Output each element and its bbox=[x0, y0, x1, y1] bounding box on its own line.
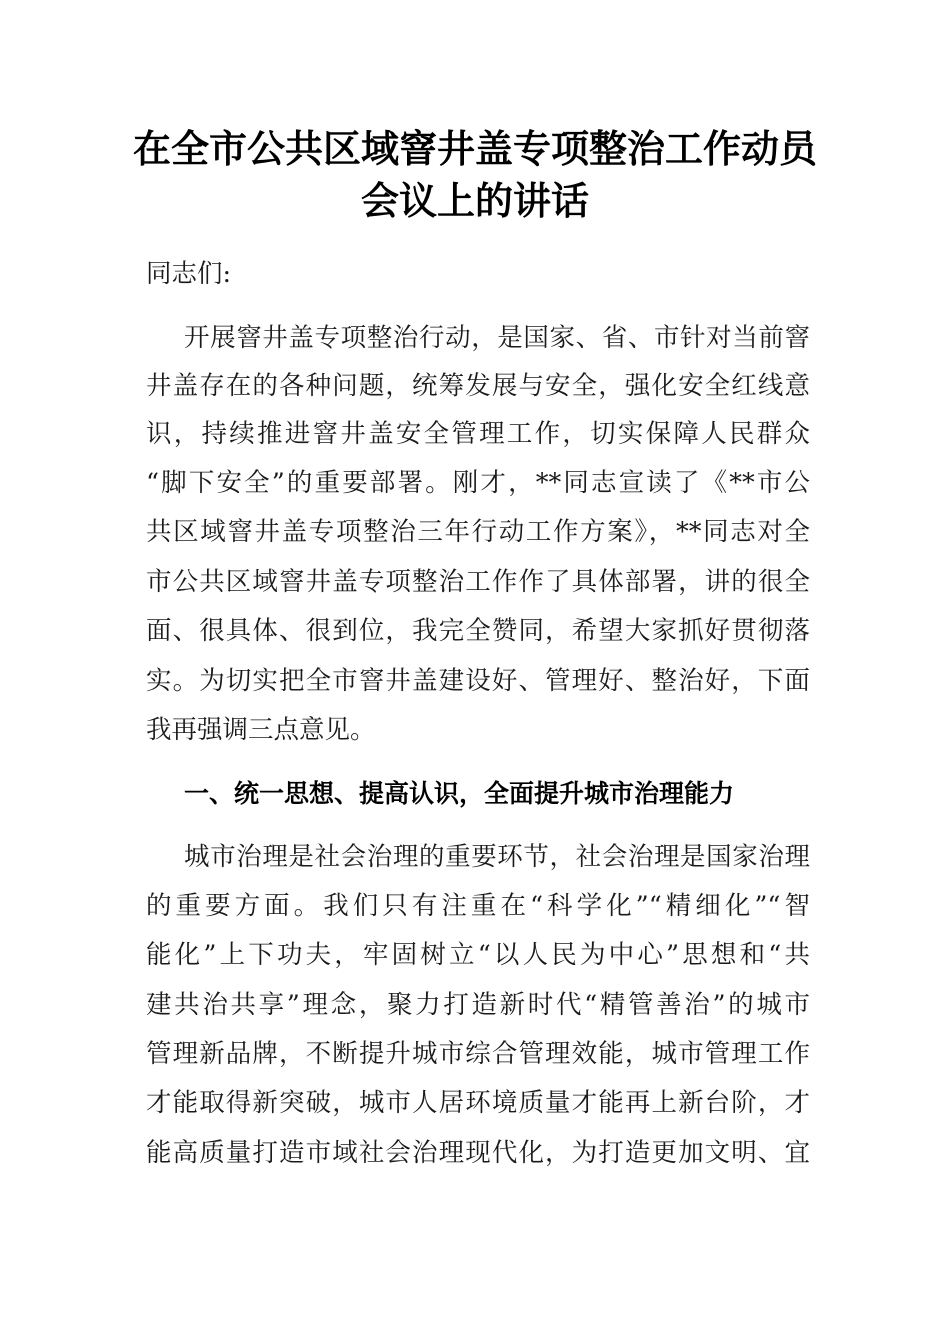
paragraph-1-line-3: 识，持续推进窨井盖安全管理工作，切实保障人民群众 bbox=[146, 419, 810, 449]
paragraph-2-line-3: 能化”上下功夫，牢固树立“以人民为中心”思想和“共 bbox=[146, 940, 810, 970]
paragraph-1-line-8: 实。为切实把全市窨井盖建设好、管理好、整治好，下面 bbox=[146, 666, 810, 696]
paragraph-1-line-7: 面、很具体、很到位，我完全赞同，希望大家抓好贯彻落 bbox=[146, 616, 810, 646]
paragraph-1-line-4: “脚下安全”的重要部署。刚才，**同志宣读了《**市公 bbox=[146, 468, 810, 498]
paragraph-2-line-1: 城市治理是社会治理的重要环节，社会治理是国家治理 bbox=[184, 842, 810, 872]
paragraph-2-line-2: 的重要方面。我们只有注重在“科学化”“精细化”“智 bbox=[146, 891, 810, 921]
paragraph-1-line-1: 开展窨井盖专项整治行动，是国家、省、市针对当前窨 bbox=[184, 323, 810, 353]
paragraph-1-line-6: 市公共区域窨井盖专项整治工作作了具体部署，讲的很全 bbox=[146, 567, 810, 597]
paragraph-2-line-5: 管理新品牌，不断提升城市综合管理效能，城市管理工作 bbox=[146, 1039, 810, 1069]
salutation: 同志们: bbox=[146, 259, 232, 289]
paragraph-2-line-4: 建共治共享”理念，聚力打造新时代“精管善治”的城市 bbox=[146, 990, 810, 1020]
paragraph-2-line-7: 能高质量打造市域社会治理现代化，为打造更加文明、宜 bbox=[146, 1138, 810, 1168]
section-1-heading: 一、统一思想、提高认识，全面提升城市治理能力 bbox=[184, 779, 735, 808]
paragraph-1-line-2: 井盖存在的各种问题，统筹发展与安全，强化安全红线意 bbox=[146, 371, 810, 401]
paragraph-1-line-5: 共区域窨井盖专项整治三年行动工作方案》，**同志对全 bbox=[146, 517, 810, 547]
paragraph-1-line-9: 我再强调三点意见。 bbox=[146, 715, 376, 745]
paragraph-2-line-6: 才能取得新突破，城市人居环境质量才能再上新台阶，才 bbox=[146, 1088, 810, 1118]
document-title-line-2: 会议上的讲话 bbox=[360, 178, 589, 223]
document-title-line-1: 在全市公共区域窨井盖专项整治工作动员 bbox=[132, 126, 817, 171]
